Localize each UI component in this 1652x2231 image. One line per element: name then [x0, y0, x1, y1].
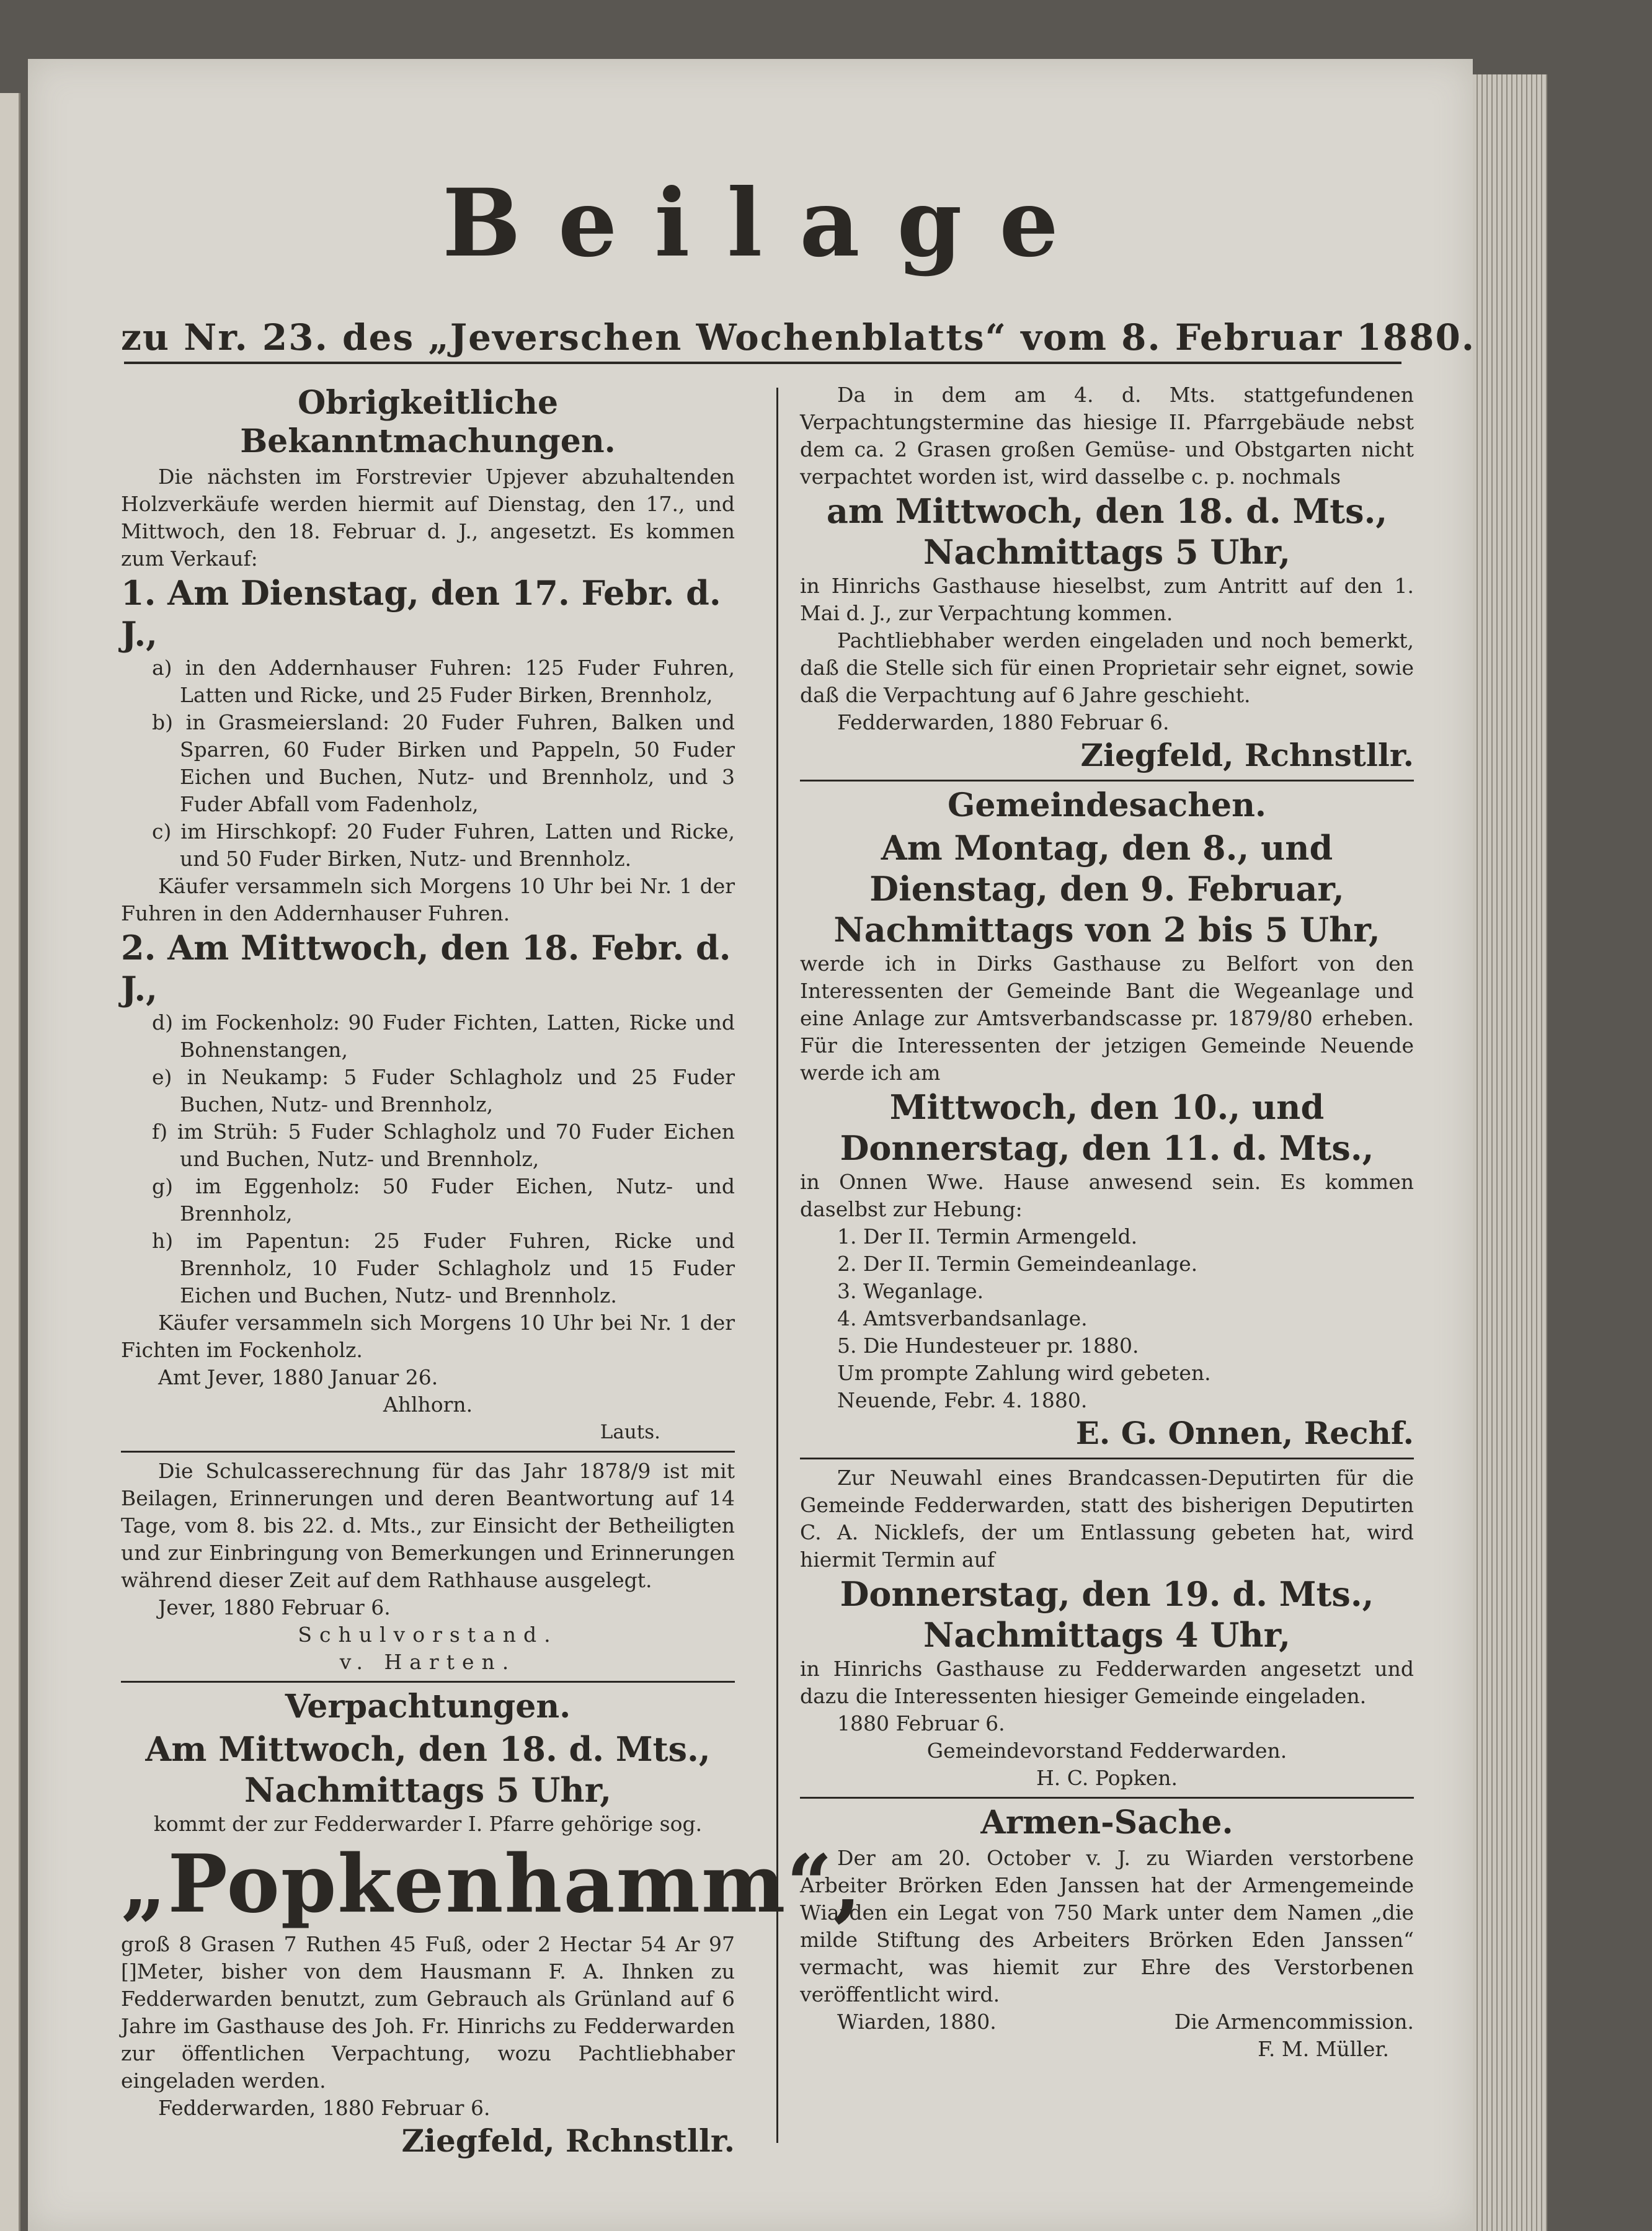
signature: E. G. Onnen, Rechf.: [1075, 1415, 1414, 1451]
divider: [121, 1451, 735, 1453]
right-column: [800, 381, 1414, 2063]
place-date: Jever, 1880 Februar 6.: [158, 1595, 391, 1619]
signature: Lauts.: [600, 1421, 660, 1443]
sale-item: a) in den Addernhauser Fuhren: 125 Fuder Fuhren, Latten und Ricke, und 25 Fuder Birken, Brennholz,: [152, 656, 735, 707]
sale-item: c) im Hirschkopf: 20 Fuder Fuhren, Latten und Ricke, und 50 Fuder Birken, Nutz- und Brennholz.: [152, 819, 735, 871]
newspaper-page: [28, 59, 1476, 2231]
signature: Ahlhorn.: [383, 1392, 473, 1417]
signature: H. C. Popken.: [1036, 1766, 1178, 1790]
closing-line: [800, 2008, 1414, 2036]
sale-day-2: 2. Am Mittwoch, den 18. Febr. d. J.,: [121, 928, 731, 1009]
meeting-note-2: Käufer versammeln sich Morgens 10 Uhr bei Nr. 1 der Fichten im Fockenholz.: [121, 1311, 735, 1362]
signature: F. M. Müller.: [1258, 2037, 1389, 2061]
place-date: Fedderwarden, 1880 Februar 6.: [837, 710, 1170, 734]
parsonage-lease-text: in Hinrichs Gasthause hieselbst, zum Antritt auf den 1. Mai d. J., zur Verpachtung kommen.: [800, 574, 1414, 625]
list-item: 2. Der II. Termin Gemeindeanlage.: [837, 1252, 1198, 1276]
forest-notice-intro: Die nächsten im Forstrevier Upjever abzuhaltenden Holzverkäufe werden hiermit auf Dienstag, den 17., und Mittwoch, den 18. Februar d. J., angesetzt. Es kommen zum Verkauf:: [121, 465, 735, 571]
signature: Schulvorstand.: [298, 1623, 558, 1647]
page-subtitle: zu Nr. 23. des „Jeverschen Wochenblatts“ vom 8. Februar 1880.: [121, 316, 1476, 358]
divider: [800, 1797, 1414, 1799]
signature: Gemeindevorstand Fedderwarden.: [926, 1739, 1287, 1763]
list-item: 3. Weganlage.: [837, 1279, 984, 1303]
place-date: Amt Jever, 1880 Januar 26.: [158, 1365, 438, 1389]
collection-text-2: in Onnen Wwe. Hause anwesend sein. Es kommen daselbst zur Hebung:: [800, 1170, 1414, 1221]
signature: Ziegfeld, Rchnstllr.: [1080, 737, 1414, 773]
sale-item: b) in Grasmeiersland: 20 Fuder Fuhren, Balken und Sparren, 60 Fuder Birken und Pappeln, 50 Fuder Eichen und Buchen, Nutz- und Brennholz, und 3 Fuder Abfall vom Fadenholz,: [152, 710, 735, 816]
closing-note: Um prompte Zahlung wird gebeten.: [837, 1361, 1211, 1385]
parsonage-lease-time: Nachmittags 5 Uhr,: [923, 532, 1291, 572]
legacy-text: Der am 20. October v. J. zu Wiarden verstorbene Arbeiter Brörken Eden Janssen hat der Armengemeinde Wiarden ein Legat von 750 Mark unter dem Namen „die milde Stiftung des Arbeiters Brörken Eden Janssen“ vermacht, was hiemit zur Ehre des Verstorbenen veröffentlicht wird.: [800, 1846, 1414, 2006]
section-title-leases: Verpachtungen.: [285, 1688, 571, 1726]
sale-item: e) in Neukamp: 5 Fuder Schlagholz und 25 Fuder Buchen, Nutz- und Brennholz,: [152, 1065, 735, 1116]
divider: [800, 780, 1414, 782]
divider: [800, 1458, 1414, 1459]
collection-days: Am Montag, den 8., und Dienstag, den 9. Februar,: [869, 828, 1344, 909]
section-title-community: Gemeindesachen.: [947, 786, 1267, 824]
previous-page-edge: [0, 93, 20, 2231]
collection-text: werde ich in Dirks Gasthause zu Belfort von den Interessenten der Gemeinde Bant die Wegeanlage und eine Anlage zur Amtsverbandscasse pr. 1879/80 erheben. Für die Interessenten der jetzigen Gemeinde Neuende werde ich am: [800, 951, 1414, 1085]
sale-item: f) im Strüh: 5 Fuder Schlagholz und 70 Fuder Eichen und Buchen, Nutz- und Brennholz,: [152, 1120, 735, 1171]
school-notice: Die Schulcasserechnung für das Jahr 1878/9 ist mit Beilagen, Erinnerungen und deren Beantwortung auf 14 Tage, vom 8. bis 22. d. Mts., zur Einsicht der Betheiligten und zur Einbringung von Bemerkungen und Erinnerungen während dieser Zeit auf dem Rathhause ausgelegt.: [121, 1459, 735, 1592]
lease-property-name: „Popkenhamm“,: [121, 1838, 863, 1931]
sale-item: d) im Fockenholz: 90 Fuder Fichten, Latten, Ricke und Bohnenstangen,: [152, 1010, 735, 1062]
place-date: 1880 Februar 6.: [837, 1711, 1005, 1735]
sale-day-1: 1. Am Dienstag, den 17. Febr. d. J.,: [121, 573, 721, 654]
signature: Ziegfeld, Rchnstllr.: [401, 2122, 735, 2159]
meeting-note-1: Käufer versammeln sich Morgens 10 Uhr bei Nr. 1 der Fuhren in den Addernhauser Fuhren.: [121, 874, 735, 925]
lease-text: groß 8 Grasen 7 Ruthen 45 Fuß, oder 2 Hectar 54 Ar 97 []Meter, bisher von dem Hausmann F. A. Ihnken zu Fedderwarden benutzt, zum Gebrauch als Grünland auf 6 Jahre im Gasthause des Joh. Fr. Hinrichs zu Fedderwarden zur öffentlichen Verpachtung, wozu Pachtliebhaber eingeladen werden.: [121, 1932, 735, 2093]
place-date: Neuende, Febr. 4. 1880.: [837, 1388, 1088, 1412]
signature: v. Harten.: [339, 1650, 517, 1674]
signature: Die Armencommission.: [1174, 2010, 1414, 2034]
fire-insurance-text-2: in Hinrichs Gasthause zu Fedderwarden angesetzt und dazu die Interessenten hiesiger Gemeinde eingeladen.: [800, 1657, 1414, 1708]
sale-item: h) im Papentun: 25 Fuder Fuhren, Ricke und Brennholz, 10 Fuder Schlagholz und 15 Fuder Eichen und Buchen, Nutz- und Brennholz.: [152, 1229, 735, 1307]
section-title-official: Obrigkeitliche Bekanntmachungen.: [240, 384, 616, 460]
lease-intro: kommt der zur Fedderwarder I. Pfarre gehörige sog.: [153, 1812, 703, 1836]
left-column: [121, 381, 863, 2160]
place-date: Fedderwarden, 1880 Februar 6.: [158, 2096, 491, 2120]
lease-time: Nachmittags 5 Uhr,: [244, 1770, 612, 1810]
list-item: 1. Der II. Termin Armengeld.: [837, 1224, 1138, 1249]
parsonage-lease-intro: Da in dem am 4. d. Mts. stattgefundenen Verpachtungstermine das hiesige II. Pfarrgebäude nebst dem ca. 2 Grasen großen Gemüse- und Obstgarten nicht verpachtet worden ist, wird dasselbe c. p. nochmals: [800, 383, 1414, 489]
page-title: Beilage: [442, 169, 1096, 278]
sale-item: g) im Eggenholz: 50 Fuder Eichen, Nutz- und Brennholz,: [152, 1174, 735, 1226]
list-item: 4. Amtsverbandsanlage.: [837, 1306, 1088, 1330]
parsonage-lease-day: am Mittwoch, den 18. d. Mts.,: [826, 491, 1388, 531]
fire-insurance-text: Zur Neuwahl eines Brandcassen-Deputirten für die Gemeinde Fedderwarden, statt des bisherigen Deputirten C. A. Nicklefs, der um Entlassung gebeten hat, wird hiermit Termin auf: [800, 1466, 1414, 1572]
lease-day: Am Mittwoch, den 18. d. Mts.,: [145, 1729, 711, 1769]
parsonage-lease-text: Pachtliebhaber werden eingeladen und noch bemerkt, daß die Stelle sich für einen Proprietair sehr eignet, sowie daß die Verpachtung auf 6 Jahre geschieht.: [800, 628, 1414, 707]
collection-days-2: Mittwoch, den 10., und Donnerstag, den 11. d. Mts.,: [840, 1087, 1374, 1168]
divider: [121, 1681, 735, 1683]
masthead: [28, 171, 1473, 276]
masthead-rule: [124, 362, 1401, 364]
section-title-poor-relief: Armen-Sache.: [980, 1804, 1233, 1841]
fire-insurance-day: Donnerstag, den 19. d. Mts.,: [840, 1574, 1374, 1614]
page-stack-edge: [1473, 74, 1547, 2231]
place-date: Wiarden, 1880.: [837, 2010, 997, 2034]
fire-insurance-time: Nachmittags 4 Uhr,: [923, 1615, 1291, 1655]
collection-time: Nachmittags von 2 bis 5 Uhr,: [833, 910, 1380, 950]
list-item: 5. Die Hundesteuer pr. 1880.: [837, 1334, 1139, 1358]
